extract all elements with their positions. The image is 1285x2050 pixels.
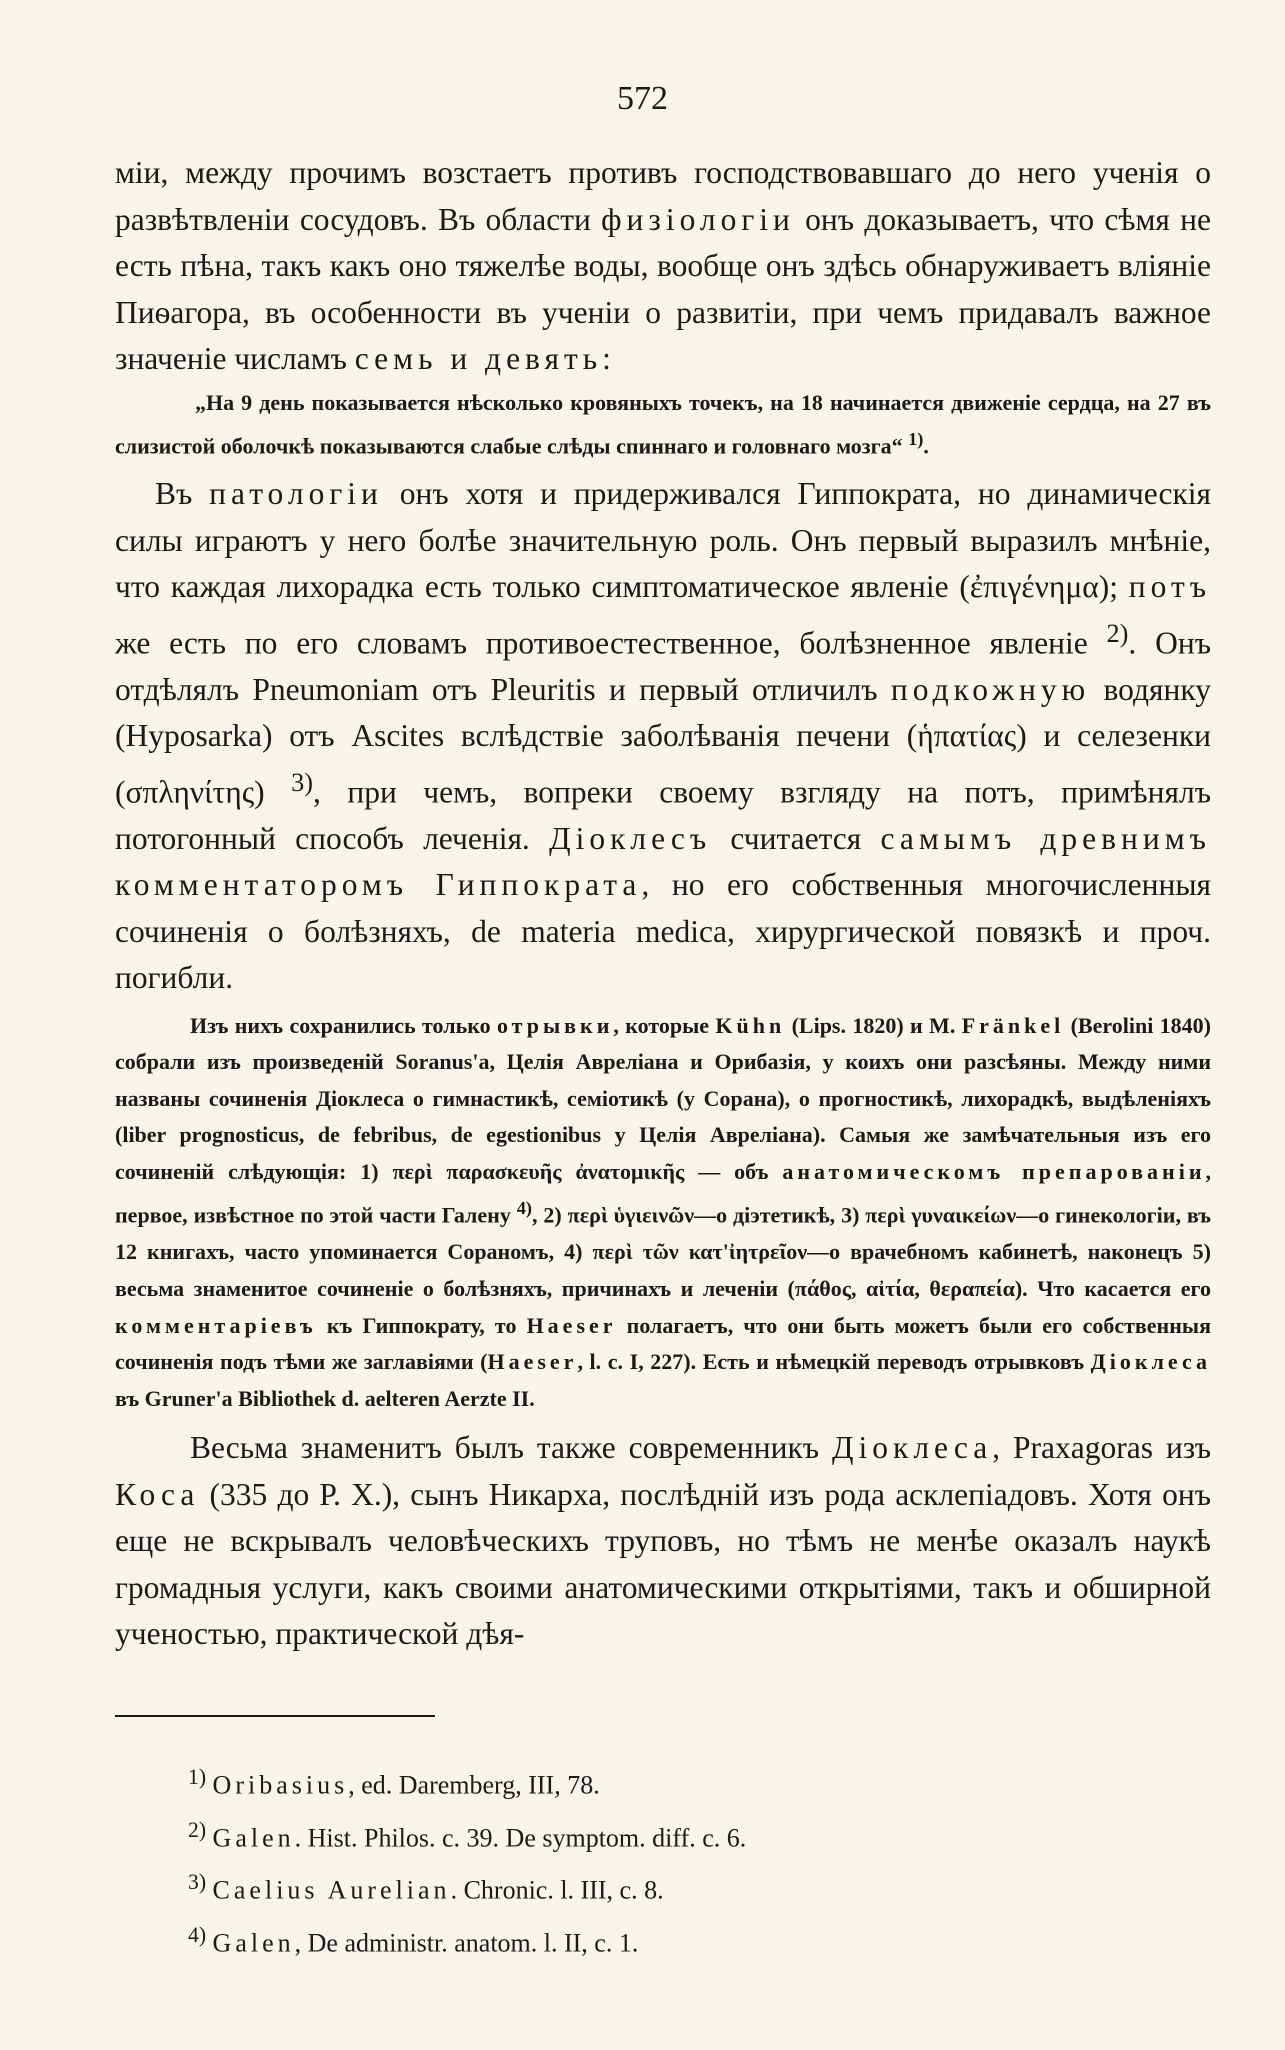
- footnote-mark: 1): [188, 1765, 207, 1789]
- footnote-author: Oribasius: [212, 1770, 349, 1800]
- text-run: же есть по его словамъ противоестественное, болѣзненное явленіе: [115, 625, 1107, 661]
- spaced-term: Діоклеса: [832, 1430, 993, 1466]
- page-number: 572: [617, 80, 668, 117]
- spaced-term: самымъ древнимъ комментаторомъ Гиппократа: [115, 820, 1211, 903]
- paragraph-4: [115, 1425, 1211, 1658]
- footnote-mark: 4): [188, 1922, 207, 1947]
- text-run: Въ: [155, 476, 210, 512]
- text-run: (Berolini 1840) собрали изъ произведеній Soranus'а, Целія Авреліана и Орибазія, у коихъ они разсѣяны. Между ними названы сочиненія Діоклеса о гимнастикѣ, семіотикѣ (у Сорана), о прогностикѣ, лихорадкѣ, выдѣленіяхъ (liber prognosticus, de febribus, de egestionibus у Целія Авреліана). Самыя же замѣчательныя изъ его сочиненій слѣдующія: 1) περὶ παρασκευῆς ἀνατομικῆς — объ: [115, 1012, 1211, 1184]
- spaced-term: физіологіи: [601, 201, 795, 237]
- text-run: , которые: [613, 1012, 716, 1038]
- spaced-term: Kühn: [715, 1012, 786, 1038]
- text-run: , l. c. I, 227). Есть и нѣмецкій переводъ отрывковъ: [577, 1349, 1091, 1375]
- footnote-text: , De administr. anatom. l. II, c. 1.: [294, 1928, 639, 1958]
- spaced-term: Fränkel: [961, 1012, 1065, 1038]
- text-run: полагаетъ, что они быть можетъ были его собственныя сочиненія подъ тѣми же заглавіями (: [115, 1312, 1211, 1375]
- footnote-text: . Hist. Philos. c. 39. De symptom. diff. c. 6.: [294, 1823, 747, 1853]
- quote-text: „На 9 день показывается нѣсколько кровяныхъ точекъ, на 18 начинается движеніе сердца, на 27 въ слизистой оболочкѣ показываются слабые слѣды спиннаго и головнаго мозга“: [115, 389, 1211, 459]
- text-run: онъ хотя и придерживался Гиппократа, но динамическія силы играютъ у него болѣе значительную роль. Онъ первый выразилъ мнѣніе, что каждая лихорадка есть только симптоматическое явленіе (ἐπιγένημα);: [115, 476, 1211, 605]
- text-run: (Lips. 1820) и M.: [785, 1012, 962, 1038]
- text-run: , Praxagoras изъ: [992, 1430, 1211, 1466]
- footnote-divider: [115, 1715, 435, 1717]
- footnotes: [188, 1755, 746, 1966]
- paragraph-1: [115, 150, 1211, 383]
- footnote-1: [188, 1755, 746, 1808]
- footnote-ref: 3): [291, 767, 313, 797]
- spaced-term: Haeser: [526, 1312, 617, 1338]
- footnote-mark: 3): [188, 1870, 207, 1895]
- text-run: въ Gruner'а Bibliothek d. aelteren Aerzte II.: [115, 1385, 535, 1411]
- text-run: .: [923, 433, 929, 459]
- spaced-term: Діоклесъ: [549, 820, 712, 856]
- spaced-term: Коса: [115, 1476, 200, 1512]
- text-run: (335 до Р. Х.), сынъ Никарха, послѣдній изъ рода асклепіадовъ. Хотя онъ еще не вскрывалъ человѣческихъ труповъ, но тѣмъ не менѣе оказалъ наукѣ громадныя услуги, какъ своими анатомическими открытіями, такъ и обширной ученостью, практической дѣя-: [115, 1476, 1211, 1652]
- footnote-ref: 2): [1106, 618, 1129, 648]
- spaced-term: отрывки: [496, 1012, 614, 1038]
- footnote-ref: 1): [908, 429, 924, 450]
- footnote-author: Galen: [212, 1823, 295, 1853]
- text-run: , при чемъ, вопреки своему взгляду на потъ, примѣнялъ потогонный способъ леченія.: [115, 774, 1212, 856]
- spaced-term: подкожную: [890, 671, 1091, 707]
- footnote-text: . Chronic. l. III, c. 8.: [450, 1875, 664, 1905]
- spaced-term: комментаріевъ: [115, 1312, 317, 1338]
- text-run: считается: [711, 820, 881, 856]
- text-run: , 2) περὶ ὑγιεινῶν—о діэтетикѣ, 3) περὶ γυναικείων—о гинекологіи, въ 12 книгахъ, часто упоминается Сораномъ, 4) περὶ τῶν κατ'ἰητρεῖον—о врачебномъ кабинетѣ, наконецъ 5) весьма знаменитое сочиненіе о болѣзняхъ, причинахъ и леченіи (πάθος, αἰτία, θεραπεία). Что касается его: [115, 1202, 1211, 1301]
- footnote-ref: 4): [516, 1198, 533, 1219]
- main-text: [115, 150, 1211, 1658]
- text-run: къ Гиппократу, то: [316, 1312, 527, 1338]
- text-run: Весьма знаменитъ былъ также современникъ: [190, 1430, 833, 1466]
- text-run: Изъ нихъ сохранились только: [190, 1012, 497, 1038]
- text-run: водянку (Hyposarka) отъ Ascites вслѣдствіе заболѣванія печени (ἡπατίας) и селезенки (σπληνίτης): [115, 671, 1211, 810]
- footnote-mark: 2): [188, 1817, 207, 1842]
- footnote-author: Caelius Aurelian: [212, 1875, 451, 1905]
- spaced-term: семь и девять: [354, 341, 603, 376]
- paragraph-3: [115, 1008, 1211, 1418]
- text-run: міи, между прочимъ возстаетъ противъ господствовавшаго до него ученія о развѣтвленіи сосудовъ. Въ области: [115, 155, 1211, 237]
- footnote-2: [188, 1808, 746, 1861]
- paragraph-2: [115, 471, 1211, 1002]
- spaced-term: потъ: [1128, 569, 1211, 605]
- spaced-term: патологіи: [209, 476, 383, 512]
- footnote-4: [188, 1913, 746, 1966]
- text-run: :: [602, 341, 611, 376]
- footnote-3: [188, 1860, 746, 1913]
- footnote-text: , ed. Daremberg, III, 78.: [348, 1770, 600, 1800]
- text-run: . Онъ отдѣлялъ Pneumoniam отъ Pleuritis и первый отличилъ: [115, 625, 1211, 707]
- text-run: онъ доказываетъ, что сѣмя не есть пѣна, такъ какъ оно тяжелѣе воды, вообще онъ здѣсь обнаруживаетъ вліяніе Пиѳагора, въ особенности въ ученіи о развитіи, при чемъ придавалъ важное значеніе числамъ: [115, 201, 1211, 376]
- spaced-term: Haeser: [487, 1349, 578, 1375]
- spaced-term: Діоклеса: [1090, 1349, 1211, 1375]
- text-run: , но его собственныя многочисленныя сочиненія о болѣзняхъ, de materia medica, хирургической повязкѣ и проч. погибли.: [115, 867, 1211, 996]
- spaced-term: анатомическомъ препарованіи: [782, 1158, 1206, 1184]
- quote-paragraph: [115, 385, 1211, 466]
- text-run: , первое, извѣстное по этой части Галену: [115, 1158, 1211, 1228]
- footnote-author: Galen: [212, 1928, 295, 1958]
